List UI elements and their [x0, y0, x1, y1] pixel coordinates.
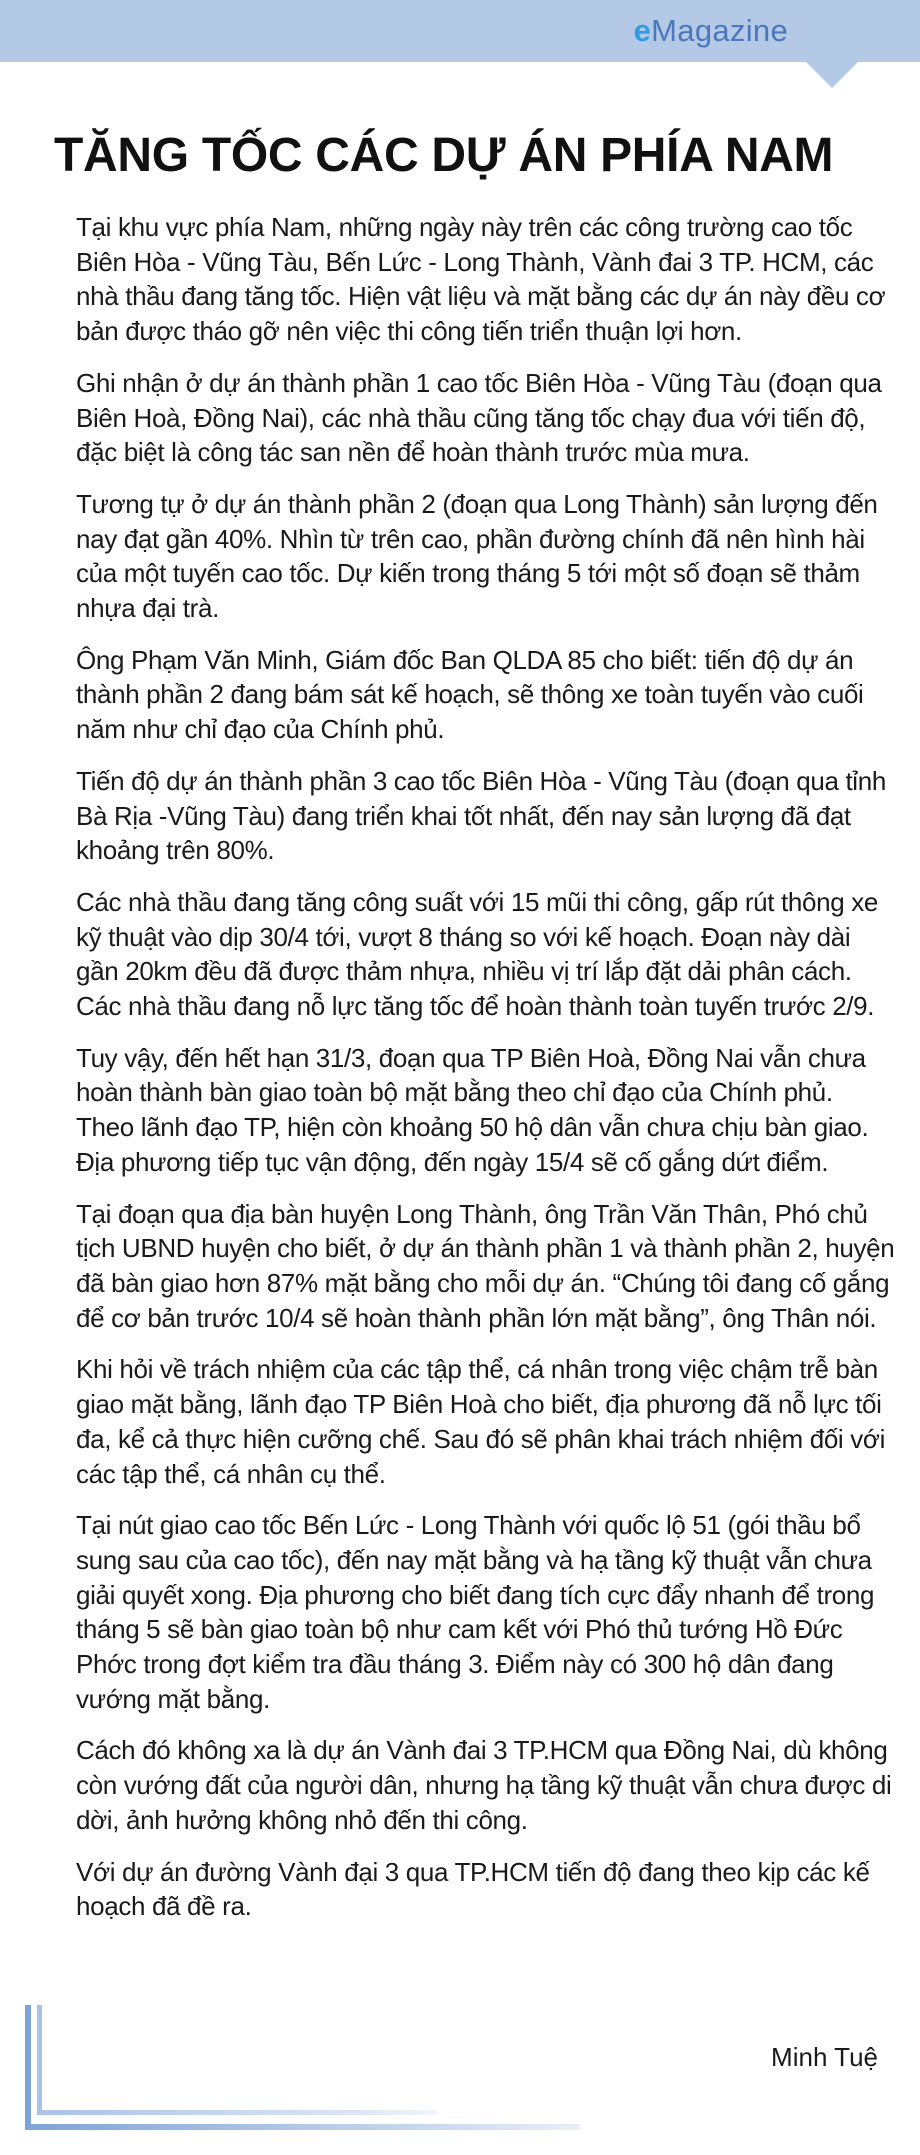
- corner-bracket-horizontal-inner: [37, 2110, 437, 2115]
- brand-prefix: e: [633, 13, 652, 48]
- paragraph-11: Cách đó không xa là dự án Vành đai 3 TP.HCM qua Đồng Nai, dù không còn vướng đất của người dân, nhưng hạ tầng kỹ thuật vẫn chưa được di dời, ảnh hưởng không nhỏ đến thi công.: [76, 1735, 892, 1835]
- paragraph-10: Tại nút giao cao tốc Bến Lức - Long Thành với quốc lộ 51 (gói thầu bổ sung sau của cao tốc), đến nay mặt bằng và hạ tầng kỹ thuật vẫn chưa giải quyết xong. Địa phương cho biết đang tích cực đẩy nhanh để trong tháng 5 sẽ bàn giao toàn bộ như cam kết với Phó thủ tướng Hồ Đức Phớc trong đợt kiểm tra đầu tháng 3. Điểm này có 300 hộ dân đang vướng mặt bằng.: [76, 1510, 875, 1714]
- emagazine-logo: [634, 13, 788, 49]
- paragraph-3: Tương tự ở dự án thành phần 2 (đoạn qua Long Thành) sản lượng đến nay đạt gần 40%. Nhìn từ trên cao, phần đường chính đã nên hình hài của một tuyến cao tốc. Dự kiến trong tháng 5 tới một số đoạn sẽ thảm nhựa đại trà.: [76, 488, 878, 624]
- corner-bracket-vertical-inner: [37, 2005, 42, 2115]
- paragraph-12: Với dự án đường Vành đại 3 qua TP.HCM tiến độ đang theo kịp các kế hoạch đã đề ra.: [76, 1856, 870, 1922]
- paragraph-1: Tại khu vực phía Nam, những ngày này trên các công trường cao tốc Biên Hòa - Vũng Tàu, Bến Lức - Long Thành, Vành đai 3 TP. HCM, các nhà thầu đang tăng tốc. Hiện vật liệu và mặt bằng các dự án này đều cơ bản được tháo gỡ nên việc thi công tiến triển thuận lợi hơn.: [76, 212, 886, 347]
- paragraph-9: Khi hỏi về trách nhiệm của các tập thể, cá nhân trong việc chậm trễ bàn giao mặt bằng, lãnh đạo TP Biên Hoà cho biết, địa phương đã nỗ lực tối đa, kể cả thực hiện cưỡng chế. Sau đó sẽ phân khai trách nhiệm đối với các tập thể, cá nhân cụ thể.: [76, 1354, 885, 1489]
- paragraph-6: Các nhà thầu đang tăng công suất với 15 mũi thi công, gấp rút thông xe kỹ thuật vào dịp 30/4 tới, vượt 8 tháng so với kế hoạch. Đoạn này dài gần 20km đều đã được thảm nhựa, nhiều vị trí lắp đặt dải phân cách. Các nhà thầu đang nỗ lực tăng tốc để hoàn thành toàn tuyến trước 2/9.: [76, 886, 878, 1022]
- paragraph-8: Tại đoạn qua địa bàn huyện Long Thành, ông Trần Văn Thân, Phó chủ tịch UBND huyện cho biết, ở dự án thành phần 1 và thành phần 2, huyện đã bàn giao hơn 87% mặt bằng cho mỗi dự án. “Chúng tôi đang cố gắng để cơ bản trước 10/4 sẽ hoàn thành phần lớn mặt bằng”, ông Thân nói.: [76, 1198, 895, 1333]
- paragraph-5: Tiến độ dự án thành phần 3 cao tốc Biên Hòa - Vũng Tàu (đoạn qua tỉnh Bà Rịa -Vũng Tàu) đang triển khai tốt nhất, đến nay sản lượng đã đạt khoảng trên 80%.: [76, 765, 886, 866]
- author-byline: Minh Tuệ: [771, 2042, 878, 2072]
- paragraph-4: Ông Phạm Văn Minh, Giám đốc Ban QLDA 85 cho biết: tiến độ dự án thành phần 2 đang bám sát kế hoạch, sẽ thông xe toàn tuyến vào cuối năm như chỉ đạo của Chính phủ.: [76, 644, 864, 745]
- corner-bracket-vertical: [25, 2005, 31, 2130]
- brand-suffix: Magazine: [651, 13, 788, 48]
- header-notch: [806, 62, 858, 88]
- article-body: [76, 210, 896, 1941]
- article-title: TĂNG TỐC CÁC DỰ ÁN PHÍA NAM: [54, 129, 834, 182]
- corner-bracket-horizontal: [25, 2124, 580, 2130]
- paragraph-2: Ghi nhận ở dự án thành phần 1 cao tốc Biên Hòa - Vũng Tàu (đoạn qua Biên Hoà, Đồng Nai), các nhà thầu cũng tăng tốc chạy đua với tiến độ, đặc biệt là công tác san nền để hoàn thành trước mùa mưa.: [76, 367, 882, 468]
- paragraph-7: Tuy vậy, đến hết hạn 31/3, đoạn qua TP Biên Hoà, Đồng Nai vẫn chưa hoàn thành bàn giao toàn bộ mặt bằng theo chỉ đạo của Chính phủ. Theo lãnh đạo TP, hiện còn khoảng 50 hộ dân vẫn chưa chịu bàn giao. Địa phương tiếp tục vận động, đến ngày 15/4 sẽ cố gắng dứt điểm.: [76, 1042, 869, 1177]
